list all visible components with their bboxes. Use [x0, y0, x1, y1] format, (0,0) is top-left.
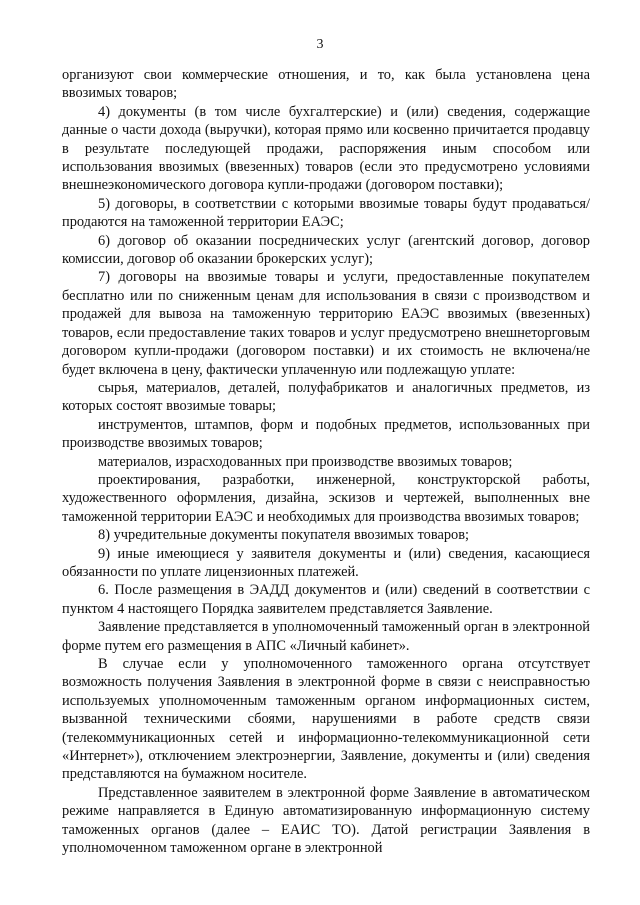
document-body [62, 66, 590, 857]
paragraph-paper-fallback: В случае если у уполномоченного таможенного органа отсутствует возможность получения Заявления в электронной форме в связи с неисправностью используемых уполномоченным таможенным органом информационных систем, вызванной техническими сбоями, нарушениями в работе средств связи (телекоммуникационных сетей и информационно-телекоммуникационной сети «Интернет»), отключением электроэнергии, Заявление, документы и (или) сведения представляются на бумажном носителе. [62, 656, 590, 783]
paragraph-item-7-tools: инструментов, штампов, форм и подобных предметов, использованных при производстве ввозимых товаров; [62, 416, 590, 452]
paragraph-item-7-raw-materials: сырья, материалов, деталей, полуфабрикатов и аналогичных предметов, из которых состоят ввозимые товары; [62, 379, 590, 415]
paragraph-item-6: 6) договор об оказании посреднических услуг (агентский договор, договор комиссии, договор об оказании брокерских услуг); [62, 232, 590, 268]
paragraph-section-6: 6. После размещения в ЭАДД документов и (или) сведений в соответствии с пунктом 4 настоящего Порядка заявителем представляется Заявление. [62, 582, 590, 617]
paragraph-continuation: организуют свои коммерческие отношения, и то, как была установлена цена ввозимых товаров; [62, 67, 590, 102]
paragraph-item-7-consumables: материалов, израсходованных при производстве ввозимых товаров; [98, 453, 513, 470]
paragraph-registration: Представленное заявителем в электронной форме Заявление в автоматическом режиме направляется в Единую автоматизированную информационную систему таможенных органов (далее – ЕАИС ТО). Датой регистрации Заявления в уполномоченном таможенном органе в электронной [62, 784, 590, 857]
paragraph-item-7: 7) договоры на ввозимые товары и услуги, предоставленные покупателем бесплатно или по сниженным ценам для использования в связи с производством и продажей для вывоза на таможенную территорию ЕАЭС ввозимых (ввезенных) товаров, если предоставление таких товаров и услуг предусмотрено внешнеторговым договором купли-продажи (договором поставки) и их стоимость не включена/не будет включена в цену, фактически уплаченную или подлежащую уплате: [62, 269, 590, 378]
paragraph-item-9: 9) иные имеющиеся у заявителя документы и (или) сведения, касающиеся обязанности по уплате лицензионных платежей. [62, 545, 590, 580]
paragraph-item-4: 4) документы (в том числе бухгалтерские) и (или) сведения, содержащие данные о части дохода (выручки), которая прямо или косвенно причитается продавцу в результате последующей продажи, распоряжения иным способом или использования ввозимых (ввезенных) товаров (если это предусмотрено условиями внешнеэкономического договора купли-продажи (договором поставки); [62, 103, 590, 194]
paragraph-submission: Заявление представляется в уполномоченный таможенный орган в электронной форме путем его размещения в АПС «Личный кабинет». [62, 619, 590, 654]
paragraph-item-8: 8) учредительные документы покупателя ввозимых товаров; [98, 527, 470, 544]
page-number: 3 [316, 37, 324, 52]
paragraph-item-5: 5) договоры, в соответствии с которыми ввозимые товары будут продаваться/продаются на таможенной территории ЕАЭС; [62, 195, 590, 231]
paragraph-item-7-design: проектирования, разработки, инженерной, конструкторской работы, художественного оформления, дизайна, эскизов и чертежей, выполненных вне таможенной территории ЕАЭС и необходимых для производства ввозимых товаров; [62, 471, 590, 525]
